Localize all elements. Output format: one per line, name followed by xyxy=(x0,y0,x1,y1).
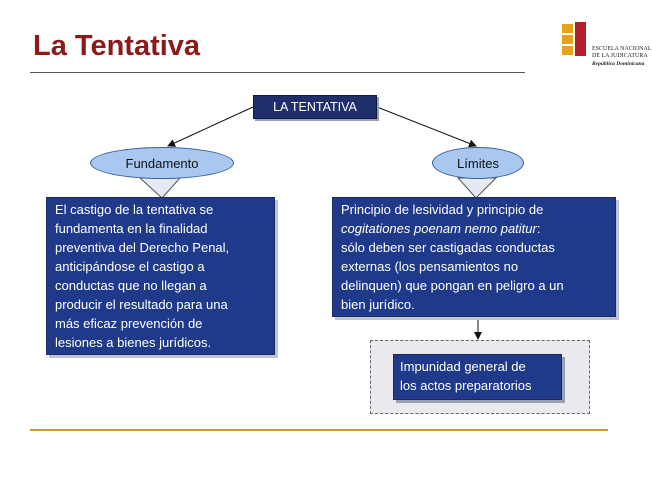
fundamento-line: producir el resultado para una xyxy=(55,297,228,312)
arrow-to-fundamento xyxy=(168,107,253,146)
limites-callout-wedge xyxy=(458,178,496,198)
impunidad-line: los actos preparatorios xyxy=(400,378,532,393)
footer-rule xyxy=(30,429,608,431)
limites-oval: Límites xyxy=(432,147,524,179)
logo-line-2: DE LA JUDICATURA xyxy=(592,53,648,59)
limites-line: bien jurídico. xyxy=(341,297,415,312)
fundamento-line: conductas que no llegan a xyxy=(55,278,207,293)
fundamento-line: más eficaz prevención de xyxy=(55,316,203,331)
impunidad-text-box xyxy=(393,354,562,400)
limites-line: Principio de lesividad y principio de xyxy=(341,202,544,217)
limites-line: sólo deben ser castigadas conductas xyxy=(341,240,555,255)
impunidad-line: Impunidad general de xyxy=(400,359,526,374)
fundamento-callout-wedge xyxy=(140,178,180,198)
fundamento-text-box xyxy=(46,197,275,355)
fundamento-line: fundamenta en la finalidad xyxy=(55,221,208,236)
fundamento-oval: Fundamento xyxy=(90,147,234,179)
latin-maxim: cogitationes poenam nemo patitur xyxy=(341,221,537,236)
logo-line-1: ESCUELA NACIONAL xyxy=(592,46,652,52)
fundamento-line: lesiones a bienes jurídicos. xyxy=(55,335,212,350)
fundamento-line: El castigo de la tentativa se xyxy=(55,202,214,217)
arrow-to-limites xyxy=(377,107,476,146)
fundamento-line: preventiva del Derecho Penal, xyxy=(55,240,230,255)
latin-maxim-suffix: : xyxy=(536,221,541,236)
limites-text-box xyxy=(332,197,616,317)
fundamento-line: anticipándose el castigo a xyxy=(55,259,205,274)
root-node-la-tentativa: LA TENTATIVA xyxy=(253,95,377,119)
slide-title: La Tentativa xyxy=(33,30,201,62)
limites-line-latin xyxy=(341,219,609,238)
limites-line: delinquen) que pongan en peligro a un xyxy=(341,278,564,293)
logo-line-3: República Dominicana xyxy=(592,61,645,67)
limites-line: externas (los pensamientos no xyxy=(341,259,519,274)
